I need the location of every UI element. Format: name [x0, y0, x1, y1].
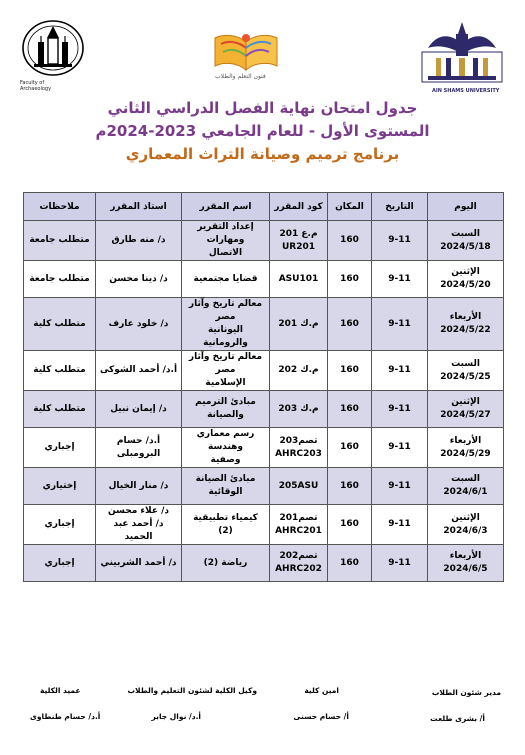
- cell-day: [428, 298, 504, 351]
- day-date: 2024/6/5: [443, 564, 488, 574]
- header-course-code: كود المقرر: [270, 193, 328, 221]
- day-date: 2024/5/18: [440, 241, 491, 252]
- course-line: الاتصال: [208, 248, 243, 258]
- day-date: 2024/5/25: [440, 371, 491, 382]
- cell-course: [182, 505, 270, 545]
- course-line: معالم تاريخ وآثار مصر: [188, 299, 263, 322]
- cell-course: [182, 261, 270, 298]
- code-line: AHRC203: [275, 448, 322, 459]
- cell-notes: متطلب كلية: [24, 391, 96, 428]
- code-line: م.ع 201: [279, 228, 318, 239]
- code-line: م.ك 203: [278, 403, 319, 414]
- cell-notes: متطلب كلية: [24, 351, 96, 391]
- cell-professor: [96, 468, 182, 505]
- secretary-title: امين كلية: [304, 686, 339, 695]
- university-eagle-emblem-icon: [418, 18, 506, 90]
- cell-day: [428, 545, 504, 582]
- cell-time: 9-11: [372, 261, 428, 298]
- code-line: م.ك 202: [278, 365, 319, 375]
- table-row: [24, 545, 504, 582]
- cell-professor: [96, 351, 182, 391]
- cell-course: [182, 428, 270, 468]
- day-name: الإثنين: [451, 267, 480, 277]
- secretary-name: أ/ حسام حسنى: [293, 712, 349, 721]
- cell-course: [182, 351, 270, 391]
- professor-line: د/ إيمان نبيل: [110, 403, 167, 414]
- faculty-of-archaeology-logo: [18, 18, 88, 96]
- professor-line: أ.د/ أحمد الشوكى: [99, 365, 178, 375]
- day-name: الإثنين: [451, 512, 480, 523]
- header-notes: ملاحظات: [24, 193, 96, 221]
- cell-professor: [96, 261, 182, 298]
- table-row: [24, 351, 504, 391]
- cell-place: 160: [328, 351, 372, 391]
- course-line: إعداد التقرير ومهارات: [197, 222, 254, 245]
- day-name: الأربعاء: [449, 435, 482, 446]
- course-line: مبادئ الصيانة الوقائية: [195, 474, 256, 497]
- cell-notes: إجباري: [24, 505, 96, 545]
- cell-time: 9-11: [372, 391, 428, 428]
- professor-line: د/ علاء محسن: [107, 506, 170, 516]
- code-line: AHRC201: [275, 525, 322, 536]
- professor-line: د/ دينا محسن: [109, 273, 168, 284]
- day-date: 2024/5/22: [440, 325, 491, 335]
- student-affairs-logo: [203, 30, 289, 84]
- course-line: وصفية: [210, 455, 241, 465]
- table-row: [24, 261, 504, 298]
- course-line: قضايا مجتمعية: [193, 273, 258, 284]
- cell-notes: إجباري: [24, 428, 96, 468]
- cell-notes: إختياري: [24, 468, 96, 505]
- cell-place: 160: [328, 261, 372, 298]
- cell-code: [270, 298, 328, 351]
- day-name: السبت: [451, 474, 480, 484]
- cell-notes: متطلب كلية: [24, 298, 96, 351]
- header-course-name: اسم المقرر: [182, 193, 270, 221]
- professor-line: د/ خلود عارف: [108, 318, 169, 329]
- code-line: UR201: [281, 241, 316, 252]
- code-line: تصم202: [279, 551, 318, 561]
- table-row: [24, 391, 504, 428]
- header-day: اليوم: [428, 193, 504, 221]
- day-date: 2024/6/3: [443, 525, 488, 536]
- cell-day: [428, 505, 504, 545]
- cell-time: 9-11: [372, 545, 428, 582]
- student-affairs-name: أ/ بشرى طلعت: [430, 714, 485, 723]
- cell-place: 160: [328, 545, 372, 582]
- cell-notes: إجباري: [24, 545, 96, 582]
- vice-dean-title: وكيل الكلية لشئون التعليم والطلاب: [127, 686, 257, 695]
- right-logo-caption: AIN SHAMS UNIVERSITY: [432, 88, 500, 94]
- cell-course: [182, 221, 270, 261]
- cell-place: 160: [328, 428, 372, 468]
- day-name: السبت: [451, 358, 480, 369]
- cell-day: [428, 261, 504, 298]
- schedule-titles: [0, 97, 525, 165]
- cell-day: [428, 391, 504, 428]
- left-logo-caption-line1: Faculty of: [20, 80, 45, 86]
- vice-dean-name: أ.د/ نوال جابر: [151, 712, 201, 721]
- cell-time: 9-11: [372, 351, 428, 391]
- cell-professor: [96, 505, 182, 545]
- cell-place: 160: [328, 221, 372, 261]
- table-row: [24, 428, 504, 468]
- cell-place: 160: [328, 505, 372, 545]
- table-row: [24, 298, 504, 351]
- cell-course: [182, 298, 270, 351]
- professor-line: أ.د/ حسام البرومبلى: [116, 435, 161, 459]
- day-date: 2024/5/29: [440, 448, 491, 459]
- code-line: AHRC202: [275, 564, 322, 574]
- center-logo-caption: فنون التعلم والطلاب: [215, 73, 266, 80]
- dean-name: أ.د/ حسام طنطاوى: [30, 712, 101, 721]
- ain-shams-university-logo: [418, 18, 506, 98]
- cell-time: 9-11: [372, 468, 428, 505]
- cell-professor: [96, 545, 182, 582]
- professor-line: د/ أحمد الشربيني: [100, 557, 177, 568]
- code-line: 205ASU: [278, 480, 319, 491]
- open-book-icon: [203, 30, 289, 76]
- cell-code: [270, 221, 328, 261]
- course-line: رياضة (2): [203, 557, 248, 568]
- day-date: 2024/6/1: [443, 487, 488, 497]
- code-line: ASU101: [278, 273, 319, 284]
- day-name: الإثنين: [451, 397, 480, 407]
- cell-course: [182, 391, 270, 428]
- header-date: التاريخ: [372, 193, 428, 221]
- cell-code: [270, 391, 328, 428]
- table-header-row: [24, 193, 504, 221]
- cell-time: 9-11: [372, 505, 428, 545]
- cell-professor: [96, 221, 182, 261]
- cell-time: 9-11: [372, 428, 428, 468]
- cell-code: [270, 261, 328, 298]
- code-line: تصم203: [279, 435, 318, 446]
- cell-notes: متطلب جامعة: [24, 221, 96, 261]
- schedule-program: برنامج ترميم وصيانة التراث المعماري: [125, 145, 400, 163]
- header-place: المكان: [328, 193, 372, 221]
- schedule-level-year: المستوى الأول - للعام الجامعي 2023-2024م: [95, 122, 430, 140]
- cell-course: [182, 468, 270, 505]
- course-line: مبادئ الترميم والصيانة: [195, 397, 256, 420]
- cell-time: 9-11: [372, 298, 428, 351]
- course-line: الإسلامية: [205, 378, 246, 388]
- cell-time: 9-11: [372, 221, 428, 261]
- schedule-title: جدول امتحان نهاية الفصل الدراسي الثاني: [107, 99, 418, 117]
- cell-code: [270, 545, 328, 582]
- left-logo-caption-line2: Archaeology: [20, 86, 52, 92]
- cell-day: [428, 221, 504, 261]
- day-date: 2024/5/27: [440, 410, 491, 420]
- dean-title: عميد الكلية: [40, 686, 81, 695]
- cell-professor: [96, 298, 182, 351]
- cell-code: [270, 351, 328, 391]
- cell-professor: [96, 391, 182, 428]
- cell-day: [428, 468, 504, 505]
- cell-professor: [96, 428, 182, 468]
- code-line: م.ك 201: [278, 318, 319, 329]
- professor-line: د/ أحمد عبد الحميد: [113, 519, 164, 542]
- cell-notes: متطلب جامعة: [24, 261, 96, 298]
- day-name: السبت: [451, 228, 480, 239]
- cell-place: 160: [328, 391, 372, 428]
- day-name: الأربعاء: [449, 551, 482, 561]
- cell-day: [428, 351, 504, 391]
- cell-day: [428, 428, 504, 468]
- course-line: معالم تاريخ وآثار مصر: [188, 352, 263, 375]
- cell-course: [182, 545, 270, 582]
- day-date: 2024/5/20: [440, 280, 491, 290]
- cell-place: 160: [328, 468, 372, 505]
- archaeology-emblem-icon: [18, 18, 88, 80]
- table-row: [24, 505, 504, 545]
- exam-schedule-table: [23, 192, 504, 582]
- professor-line: د/ منار الخيال: [108, 480, 169, 491]
- day-name: الأربعاء: [449, 312, 482, 322]
- course-line: كيمياء تطبيقية (2): [193, 512, 258, 536]
- table-row: [24, 221, 504, 261]
- course-line: رسم معماري وهندسة: [196, 429, 255, 452]
- cell-code: [270, 468, 328, 505]
- cell-code: [270, 428, 328, 468]
- header-professor: استاذ المقرر: [96, 193, 182, 221]
- professor-line: د/ منه طارق: [111, 235, 166, 245]
- student-affairs-title: مدير شئون الطلاب: [431, 688, 501, 697]
- cell-place: 160: [328, 298, 372, 351]
- cell-code: [270, 505, 328, 545]
- course-line: اليونانية والرومانية: [203, 325, 248, 348]
- code-line: تصم201: [279, 512, 318, 523]
- table-row: [24, 468, 504, 505]
